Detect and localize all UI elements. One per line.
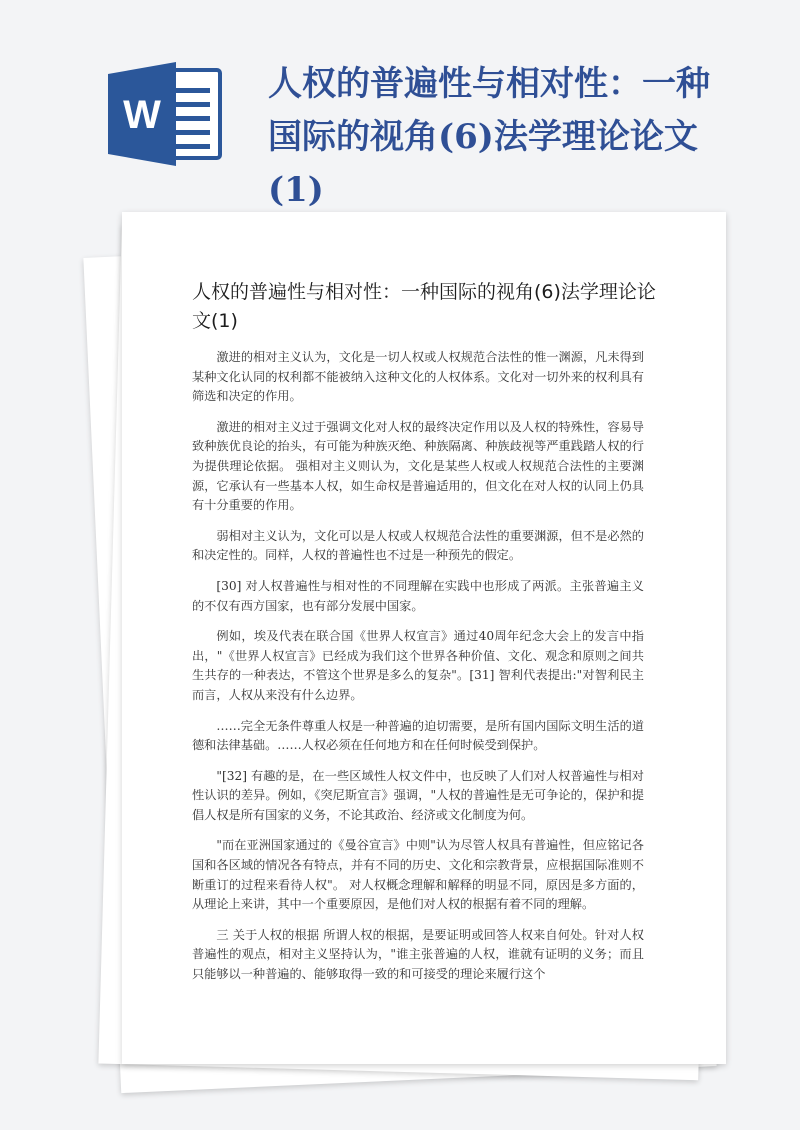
paragraph: "而在亚洲国家通过的《曼谷宣言》中则"认为尽管人权具有普遍性，但应铭记各国和各区域的情况各有特点，并有不同的历史、文化和宗教背景，应根据国际准则不断重订的过程来看待人权"。 对人权概念理解和解释的明显不同，原因是多方面的，从理论上来讲，其中一个重要原因，是他们对人权的根据有着不同的理解。 bbox=[192, 838, 644, 912]
paragraph: "[32] 有趣的是，在一些区域性人权文件中，也反映了人们对人权普遍性与相对性认识的差异。例如，《突尼斯宣言》强调，"人权的普遍性是无可争论的，保护和提倡人权是所有国家的义务，不论其政治、经济或文化制度为何。 bbox=[192, 768, 644, 822]
paragraph: ……完全无条件尊重人权是一种普遍的迫切需要，是所有国内国际文明生活的道德和法律基础。……人权必须在任何地方和在任何时候受到保护。 bbox=[192, 718, 644, 753]
document-title: 人权的普遍性与相对性：一种国际的视角(6)法学理论论文(1) bbox=[192, 281, 656, 332]
paragraph: 激进的相对主义过于强调文化对人权的最终决定作用以及人权的特殊性，容易导致种族优良论的抬头，有可能为种族灭绝、种族隔离、种族歧视等严重践踏人权的行为提供理论依据。 强相对主义则认为，文化是某些人权或人权规范合法性的主要渊源，它承认有一些基本人权，如生命权是普遍适用的，但文化在对人权的认同上仍具有十分重要的作用。 bbox=[192, 419, 644, 513]
document-page bbox=[122, 212, 726, 1064]
word-document-icon bbox=[108, 62, 226, 166]
paragraph: 三 关于人权的根据 所谓人权的根据，是要证明或回答人权来自何处。针对人权普遍性的观点，相对主义坚持认为，"谁主张普遍的人权，谁就有证明的义务；而且只能够以一种普遍的、能够取得一致的和可接受的理论来履行这个 bbox=[192, 927, 644, 982]
paragraph: [30] 对人权普遍性与相对性的不同理解在实践中也形成了两派。主张普遍主义的不仅有西方国家，也有部分发展中国家。 bbox=[192, 578, 644, 613]
paragraph: 弱相对主义认为，文化可以是人权或人权规范合法性的重要渊源，但不是必然的和决定性的。同样，人权的普遍性也不过是一种预先的假定。 bbox=[192, 528, 644, 563]
paragraph: 例如，埃及代表在联合国《世界人权宣言》通过40周年纪念大会上的发言中指出，"《世界人权宣言》已经成为我们这个世界各种价值、文化、观念和原则之间共生共存的一种表达，不管这个世界是多么的复杂"。[31] 智利代表提出:"对智利民主而言，人权从来没有什么边界。 bbox=[192, 629, 644, 702]
paragraph: 激进的相对主义认为，文化是一切人权或人权规范合法性的惟一渊源，凡未得到某种文化认同的权利都不能被纳入这种文化的人权体系。文化对一切外来的权利具有筛选和决定的作用。 bbox=[192, 350, 644, 404]
page-title: 人权的普遍性与相对性：一种国际的视角(6)法学理论论文(1) bbox=[268, 64, 710, 210]
document-body bbox=[192, 348, 644, 996]
svg-text:W: W bbox=[123, 93, 161, 137]
